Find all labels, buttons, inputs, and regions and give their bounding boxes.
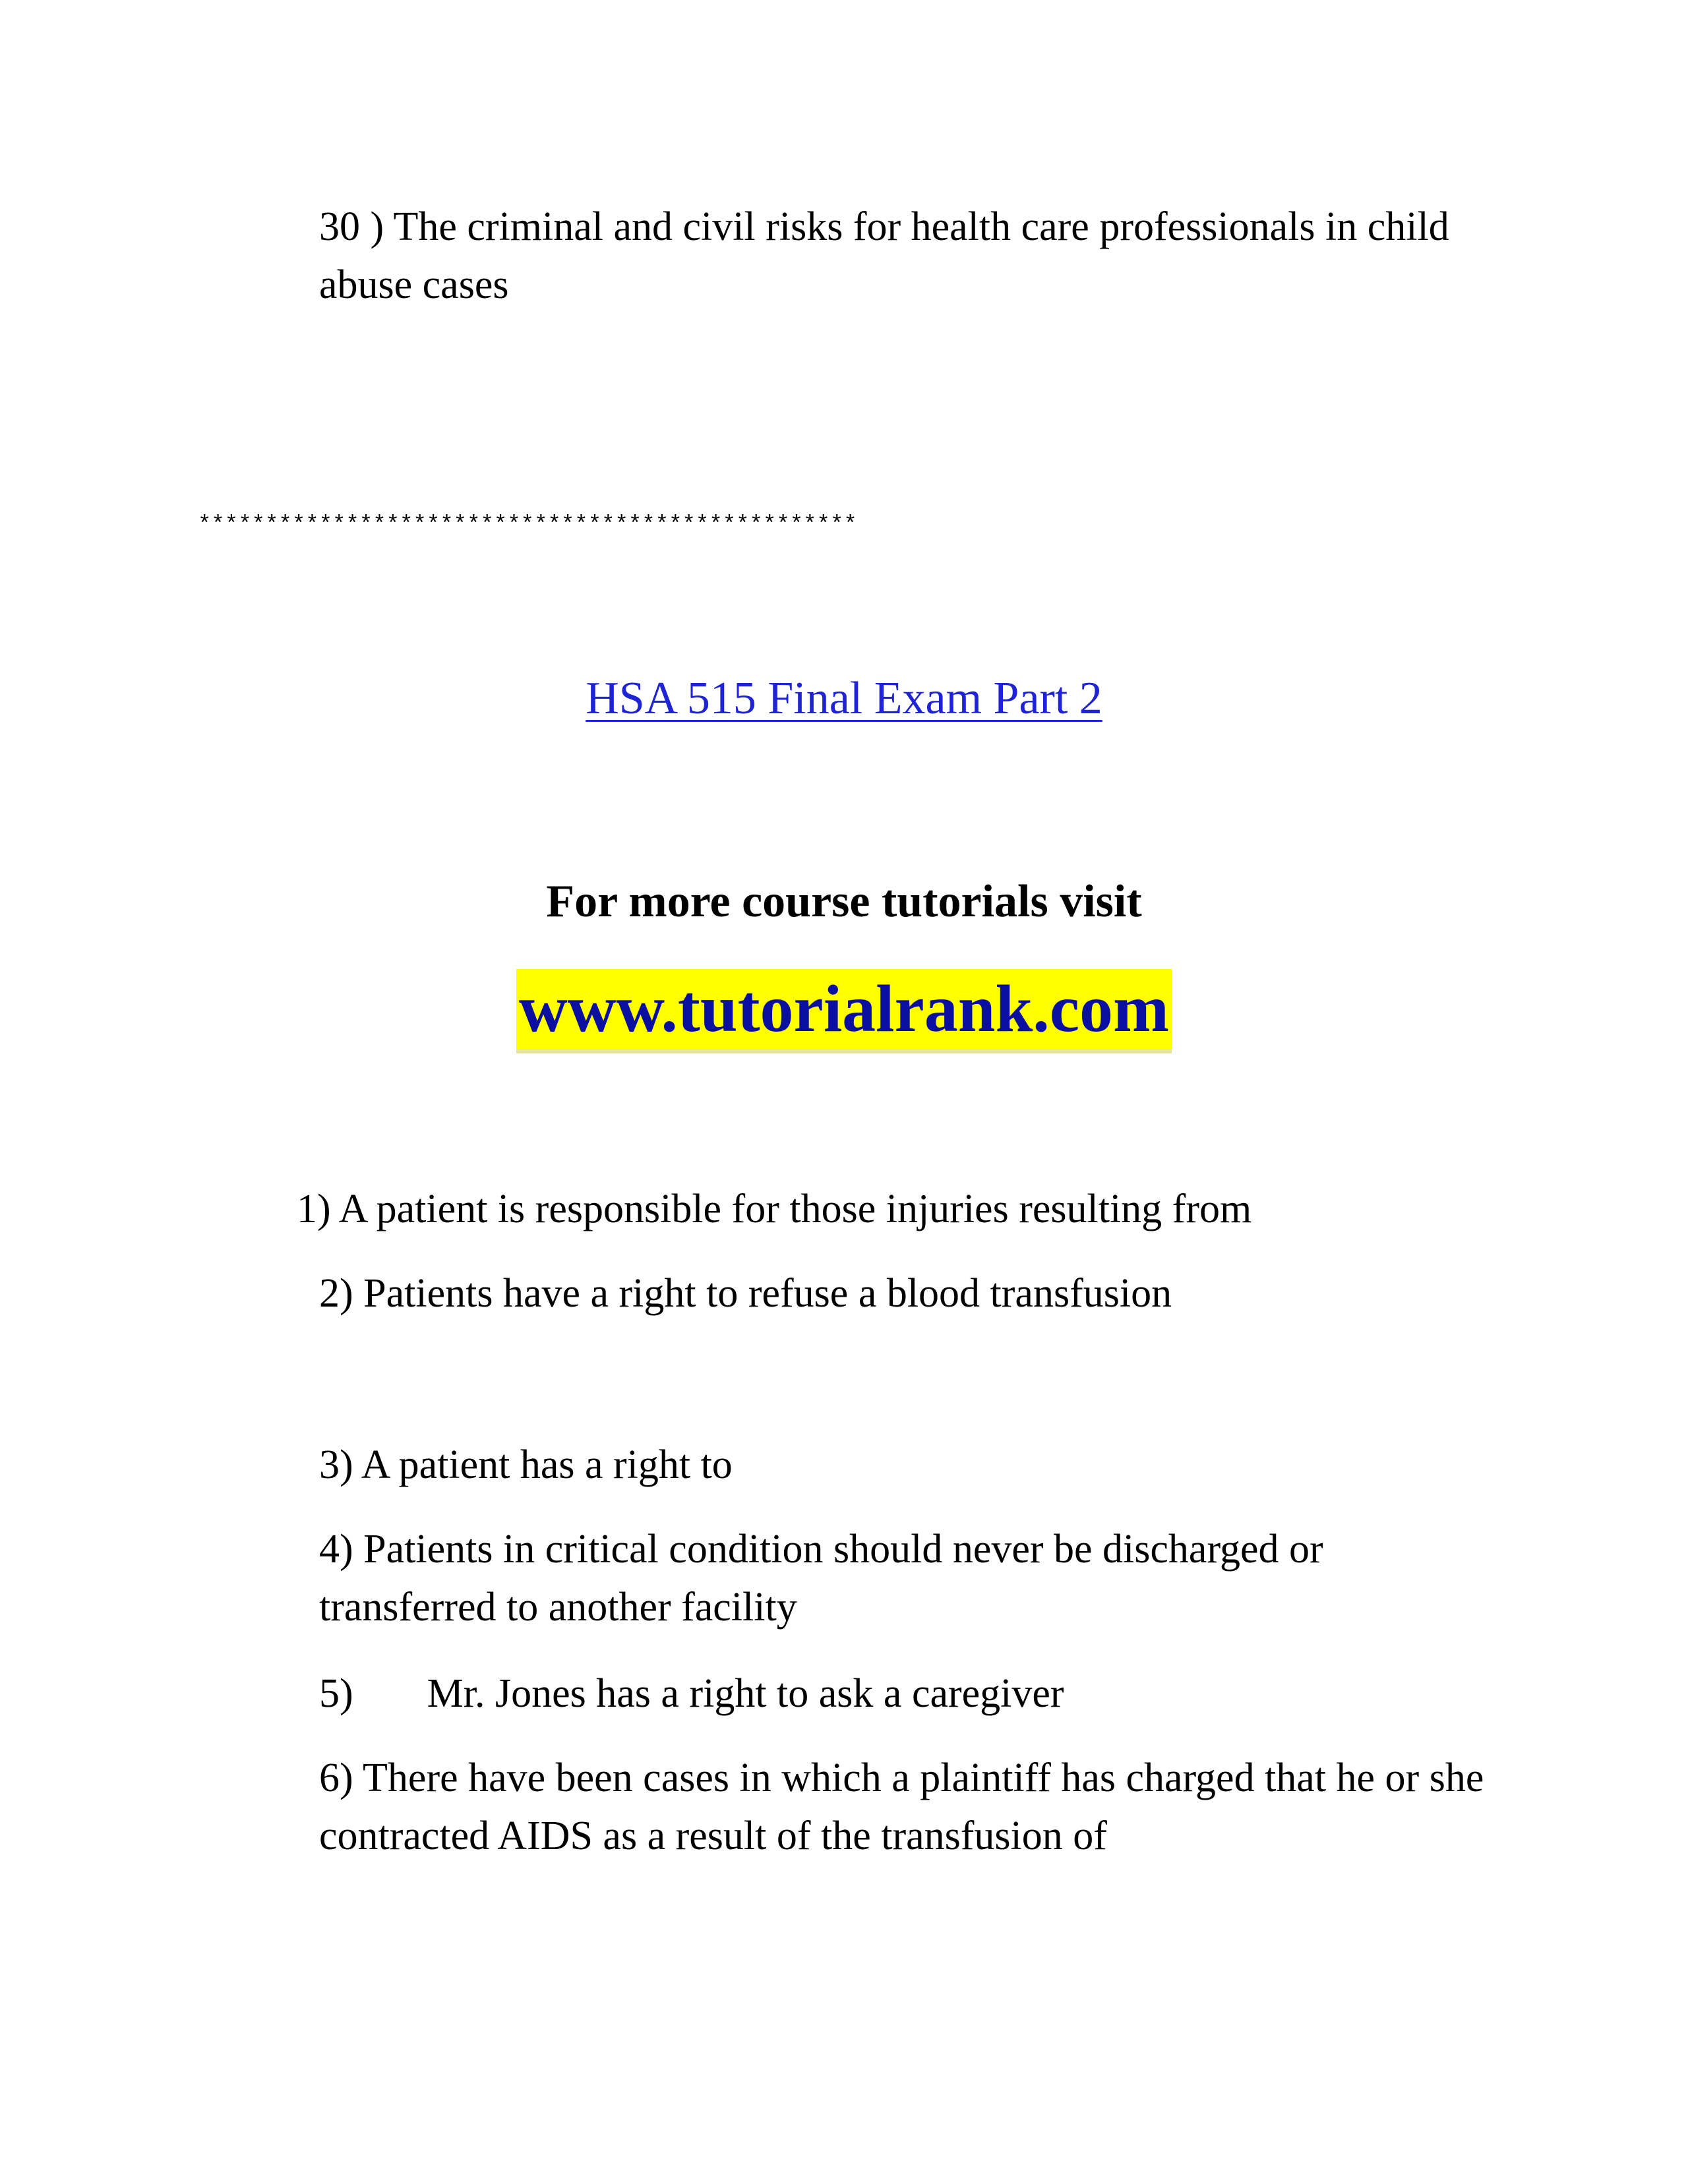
question-number: 3) bbox=[319, 1442, 353, 1487]
question-2 bbox=[297, 1264, 1499, 1322]
question-4 bbox=[297, 1520, 1499, 1636]
question-1 bbox=[297, 1180, 1477, 1238]
question-text: Patients have a right to refuse a blood transfusion bbox=[363, 1271, 1172, 1316]
question-number: 6) bbox=[319, 1756, 353, 1800]
question-text: There have been cases in which a plaintiff has charged that he or she contracted AIDS as a result of the transfusion of bbox=[319, 1756, 1484, 1858]
exam-title-container bbox=[0, 666, 1688, 732]
site-container bbox=[0, 969, 1688, 1053]
question-6 bbox=[297, 1749, 1499, 1865]
question-text: Mr. Jones has a right to ask a caregiver bbox=[427, 1671, 1064, 1716]
visit-heading: For more course tutorials visit bbox=[546, 876, 1142, 927]
asterisk-divider: ************************************************* bbox=[198, 513, 857, 538]
question-3 bbox=[297, 1436, 1499, 1494]
site-url-highlight[interactable]: www.tutorialrank.com bbox=[516, 969, 1172, 1053]
question-text: A patient is responsible for those injuries resulting from bbox=[338, 1187, 1252, 1231]
question-text: A patient has a right to bbox=[361, 1442, 733, 1487]
question-number: 4) bbox=[319, 1527, 353, 1572]
question-number: 5) bbox=[319, 1671, 353, 1716]
question-text: Patients in critical condition should never be discharged or transferred to another facility bbox=[319, 1527, 1323, 1630]
question-number: 2) bbox=[319, 1271, 353, 1316]
question-30-text: 30 ) The criminal and civil risks for health care professionals in child abuse cases bbox=[319, 204, 1449, 307]
question-5 bbox=[297, 1665, 1499, 1723]
question-number: 1) bbox=[297, 1187, 331, 1231]
question-30 bbox=[297, 198, 1499, 314]
exam-title-link[interactable]: HSA 515 Final Exam Part 2 bbox=[586, 673, 1102, 724]
